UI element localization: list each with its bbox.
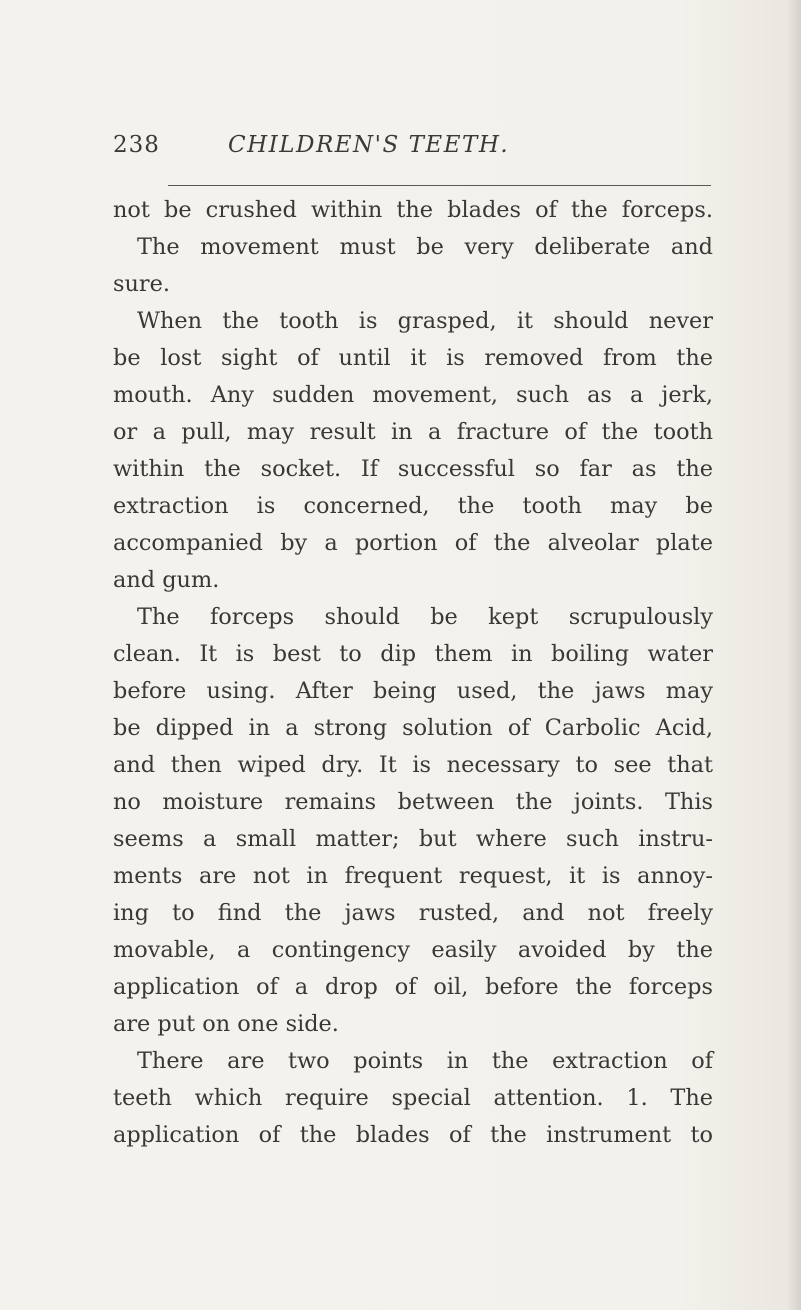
text-line: seems a small matter; but where such instru-: [113, 826, 713, 852]
page-header: [113, 132, 713, 172]
body-text: [113, 192, 713, 1154]
text-line: application of the blades of the instrument to: [113, 1122, 713, 1148]
text-line: or a pull, may result in a fracture of the tooth: [113, 419, 713, 445]
text-line: ing to find the jaws rusted, and not freely: [113, 900, 713, 926]
text-line: The movement must be very deliberate and: [137, 234, 713, 260]
text-line: be lost sight of until it is removed from the: [113, 345, 713, 371]
text-line: and then wiped dry. It is necessary to see that: [113, 752, 713, 778]
text-line: accompanied by a portion of the alveolar plate: [113, 530, 713, 556]
text-line: and gum.: [113, 567, 220, 593]
text-line: The forceps should be kept scrupulously: [137, 604, 713, 630]
text-line: within the socket. If successful so far as the: [113, 456, 713, 482]
text-line: no moisture remains between the joints. This: [113, 789, 713, 815]
text-line: ments are not in frequent request, it is annoy-: [113, 863, 713, 889]
text-line: application of a drop of oil, before the forceps: [113, 974, 713, 1000]
text-line: be dipped in a strong solution of Carbolic Acid,: [113, 715, 713, 741]
page-number: 238: [113, 132, 160, 158]
header-rule: [168, 185, 711, 186]
text-line: clean. It is best to dip them in boiling water: [113, 641, 713, 667]
text-line: mouth. Any sudden movement, such as a jerk,: [113, 382, 713, 408]
text-line: sure.: [113, 271, 170, 297]
text-line: When the tooth is grasped, it should never: [137, 308, 713, 334]
text-line: are put on one side.: [113, 1011, 339, 1037]
page-edge-shadow: [787, 0, 801, 1310]
text-line: before using. After being used, the jaws may: [113, 678, 713, 704]
text-line: movable, a contingency easily avoided by the: [113, 937, 713, 963]
text-line: There are two points in the extraction of: [137, 1048, 713, 1074]
text-line: teeth which require special attention. 1. The: [113, 1085, 713, 1111]
running-title: CHILDREN'S TEETH.: [228, 132, 510, 158]
text-line: not be crushed within the blades of the forceps.: [113, 197, 713, 223]
text-line: extraction is concerned, the tooth may be: [113, 493, 713, 519]
